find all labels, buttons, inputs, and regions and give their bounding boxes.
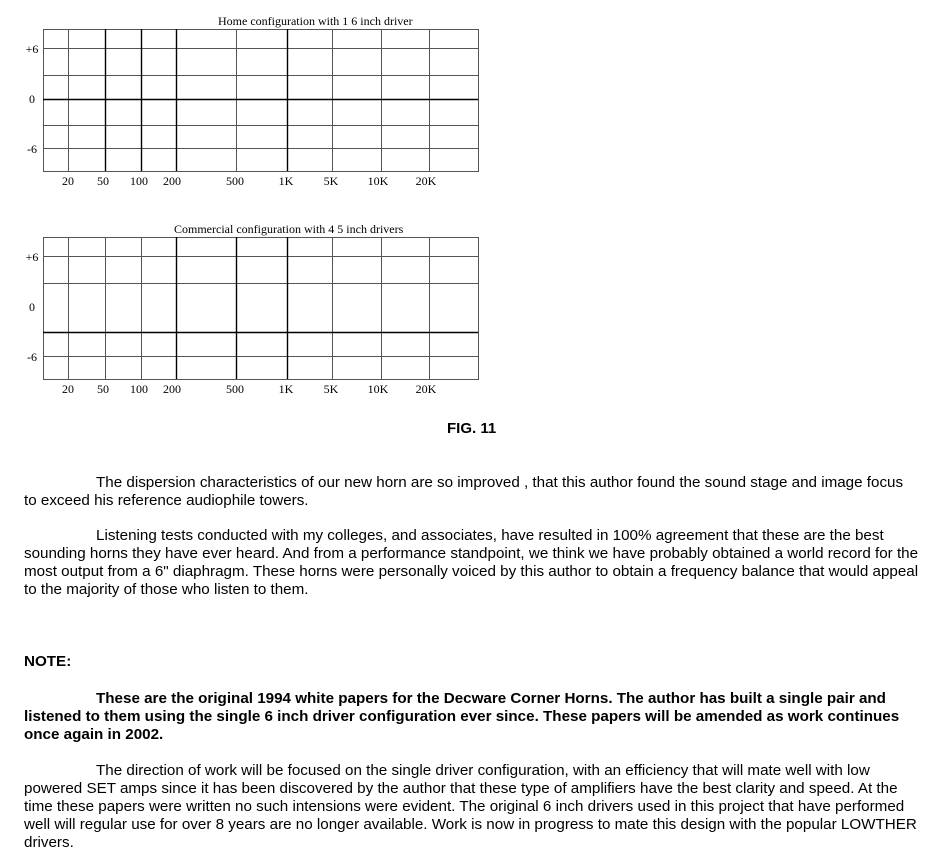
- y-tick-label: 0: [29, 92, 35, 106]
- x-tick-label: 1K: [278, 382, 294, 396]
- x-tick-label: 100: [130, 174, 148, 188]
- x-tick-label: 100: [130, 382, 148, 396]
- x-tick-label: 20: [62, 382, 74, 396]
- x-tick-label: 20: [62, 174, 74, 188]
- chart-commercial-config: [0, 208, 520, 408]
- x-tick-label: 500: [226, 174, 244, 188]
- chart-title: Commercial configuration with 4 5 inch drivers: [174, 222, 404, 236]
- x-tick-label: 500: [226, 382, 244, 396]
- note-body: [24, 690, 919, 744]
- y-tick-label: +6: [25, 42, 39, 56]
- x-tick-label: 20K: [415, 382, 437, 396]
- paragraph-text: These are the original 1994 white papers for the Decware Corner Horns. The author has built a single pair and listened to them using the single 6 inch driver configuration ever since. These papers will be amended as work continues once again in 2002.: [24, 690, 900, 743]
- x-tick-label: 200: [163, 174, 181, 188]
- chart-grid: [0, 208, 520, 408]
- chart-grid: [0, 0, 520, 200]
- x-tick-label: 200: [163, 382, 181, 396]
- y-tick-label: +6: [25, 250, 39, 264]
- paragraph-text: The direction of work will be focused on the single driver configuration, with an efficiency that will mate well with low powered SET amps since it has been discovered by the author that these type of amplifiers have the best clarity and speed. At the time these papers were written no such intensions were evident. The original 6 inch drivers used in this project that have performed well will regular use for over 8 years are no longer available. Work is now in progress to mate this design with the popular LOWTHER drivers.: [24, 762, 917, 851]
- chart-frame: [44, 238, 479, 380]
- x-tick-label: 5K: [323, 382, 339, 396]
- x-tick-label: 5K: [323, 174, 339, 188]
- paragraph-text: The dispersion characteristics of our new horn are so improved , that this author found the sound stage and image focus to exceed his reference audiophile towers.: [24, 474, 904, 509]
- figure-label: FIG. 11: [447, 420, 497, 437]
- y-tick-label: 0: [29, 300, 35, 314]
- y-tick-label: -6: [27, 142, 37, 156]
- chart-title: Home configuration with 1 6 inch driver: [218, 14, 413, 28]
- paragraph-dispersion: [24, 474, 919, 510]
- x-tick-label: 50: [97, 382, 109, 396]
- paragraph-listening-tests: [24, 527, 919, 599]
- x-tick-label: 10K: [367, 382, 389, 396]
- x-tick-label: 50: [97, 174, 109, 188]
- note-heading: NOTE:: [24, 653, 72, 670]
- y-tick-label: -6: [27, 350, 37, 364]
- x-tick-label: 10K: [367, 174, 389, 188]
- x-tick-label: 20K: [415, 174, 437, 188]
- paragraph-text: Listening tests conducted with my colleges, and associates, have resulted in 100% agreement that these are the best sounding horns they have ever heard. And from a performance standpoint, we think we have probably obtained a world record for the most output from a 6" diaphragm. These horns were personally voiced by this author to obtain a frequency balance that would appeal to the majority of those who listen to them.: [24, 527, 919, 598]
- paragraph-direction-of-work: [24, 762, 929, 852]
- chart-frame: [44, 30, 479, 172]
- chart-home-config: [0, 0, 520, 200]
- x-tick-label: 1K: [278, 174, 294, 188]
